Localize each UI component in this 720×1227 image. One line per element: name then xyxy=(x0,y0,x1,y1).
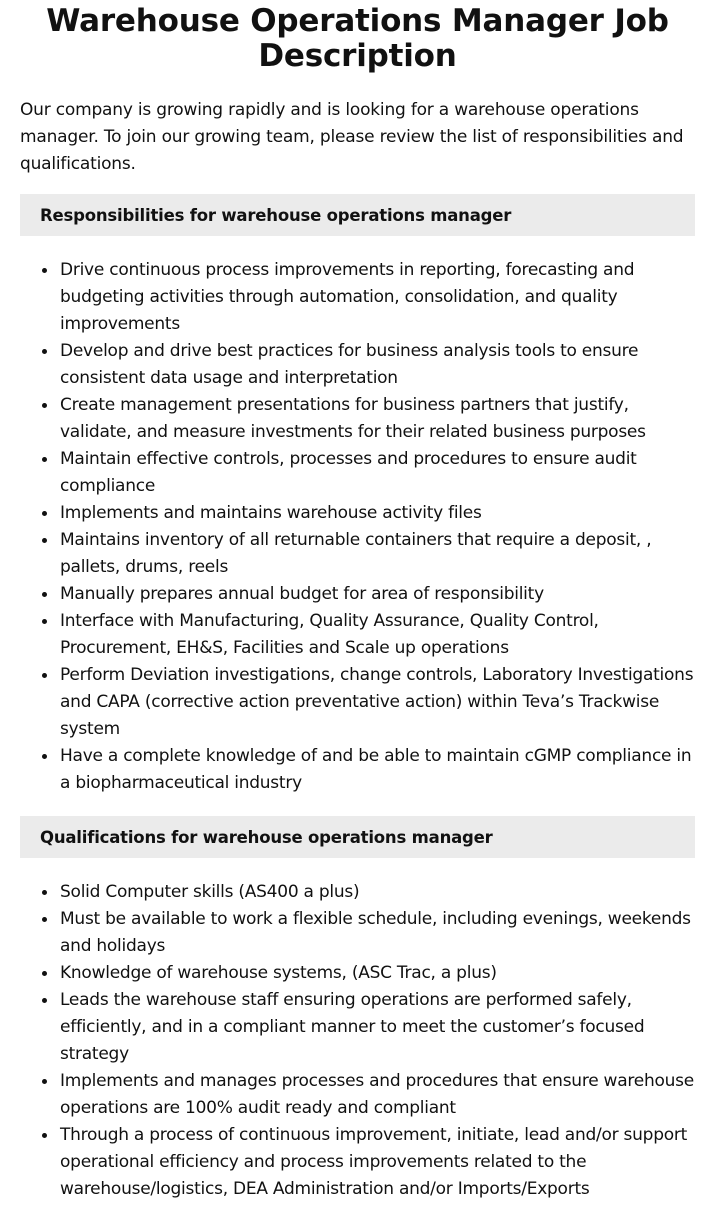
responsibilities-list xyxy=(20,257,695,797)
list-item: Must be available to work a flexible schedule, including evenings, weekends and holidays xyxy=(60,906,695,960)
qualifications-list xyxy=(20,879,695,1203)
list-item: Perform Deviation investigations, change controls, Laboratory Investigations and CAPA (corrective action preventative action) within Teva’s Trackwise system xyxy=(60,662,695,743)
list-item: Have a complete knowledge of and be able to maintain cGMP compliance in a biopharmaceutical industry xyxy=(60,743,695,797)
responsibilities-heading: Responsibilities for warehouse operations manager xyxy=(20,194,695,236)
list-item: Create management presentations for business partners that justify, validate, and measure investments for their related business purposes xyxy=(60,392,695,446)
list-item: Implements and manages processes and procedures that ensure warehouse operations are 100% audit ready and compliant xyxy=(60,1068,695,1122)
list-item: Solid Computer skills (AS400 a plus) xyxy=(60,879,695,906)
list-item: Leads the warehouse staff ensuring operations are performed safely, efficiently, and in a compliant manner to meet the customer’s focused strategy xyxy=(60,987,695,1068)
list-item: Manually prepares annual budget for area of responsibility xyxy=(60,581,695,608)
list-item: Drive continuous process improvements in reporting, forecasting and budgeting activities through automation, consolidation, and quality improvements xyxy=(60,257,695,338)
list-item: Maintains inventory of all returnable containers that require a deposit, , pallets, drums, reels xyxy=(60,527,695,581)
intro-paragraph: Our company is growing rapidly and is looking for a warehouse operations manager. To join our growing team, please review the list of responsibilities and qualifications. xyxy=(20,100,684,174)
page-title: Warehouse Operations Manager Job Description xyxy=(46,3,669,74)
qualifications-heading: Qualifications for warehouse operations manager xyxy=(20,816,695,858)
list-item: Maintain effective controls, processes and procedures to ensure audit compliance xyxy=(60,446,695,500)
list-item: Implements and maintains warehouse activity files xyxy=(60,500,695,527)
list-item: Through a process of continuous improvement, initiate, lead and/or support operational efficiency and process improvements related to the warehouse/logistics, DEA Administration and/or Imports/Exports xyxy=(60,1122,695,1203)
list-item: Develop and drive best practices for business analysis tools to ensure consistent data usage and interpretation xyxy=(60,338,695,392)
list-item: Knowledge of warehouse systems, (ASC Trac, a plus) xyxy=(60,960,695,987)
list-item: Interface with Manufacturing, Quality Assurance, Quality Control, Procurement, EH&S, Facilities and Scale up operations xyxy=(60,608,695,662)
